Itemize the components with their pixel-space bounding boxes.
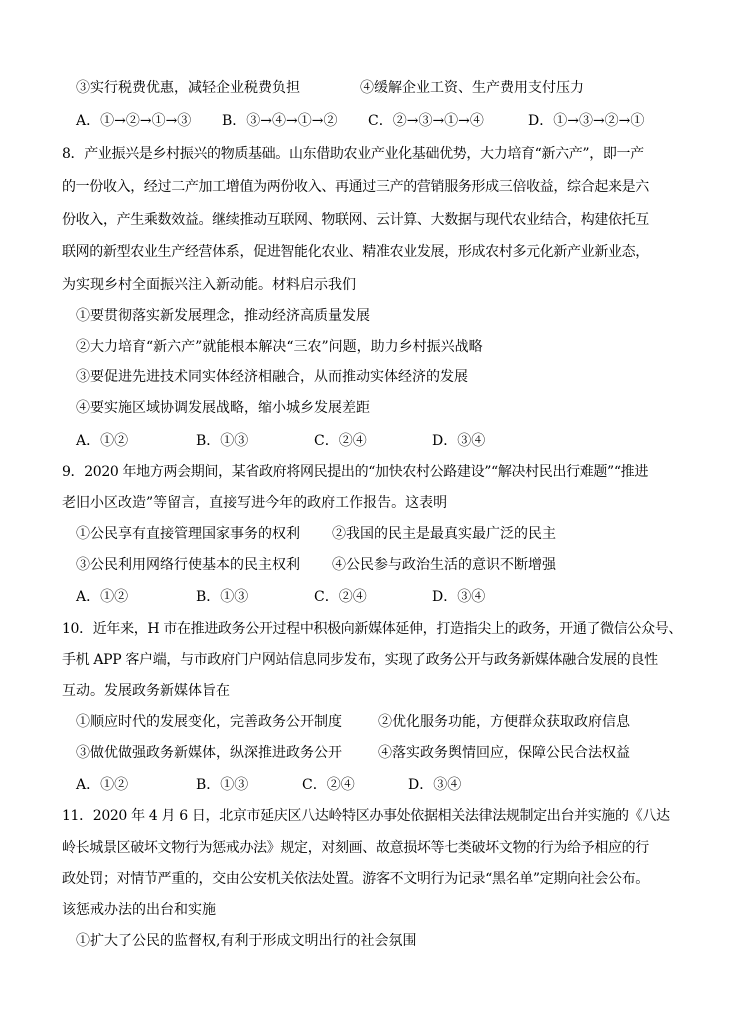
q10-stem-line-1: 10．近年来，H 市在推进政务公开过程中积极向新媒体延伸，打造指尖上的政务，开通了微信公众号、: [62, 621, 683, 637]
q7-option-c: C．②→③→①→④: [368, 113, 484, 129]
q8-option-b: B．①③: [196, 433, 249, 449]
q10-item-3: ③做优做强政务新媒体，纵深推进政务公开: [76, 745, 342, 761]
q9-item-3: ③公民利用网络行使基本的民主权利: [76, 557, 300, 573]
q10-option-c: C．②④: [302, 777, 355, 793]
q10-item-2: ②优化服务功能，方便群众获取政府信息: [378, 714, 630, 730]
q9-option-c: C．②④: [314, 589, 367, 605]
q8-stem-line-4: 联网的新型农业生产经营体系，促进智能化农业、精准农业发展，形成农村多元化新产业新业态，: [62, 244, 649, 260]
q8-option-a: A．①②: [76, 433, 129, 449]
q8-stem-line-1: 8．产业振兴是乡村振兴的物质基础。山东借助农业产业化基础优势，大力培育“新六产”，即一产: [62, 146, 644, 162]
q9-item-2: ②我国的民主是最真实最广泛的民主: [332, 526, 556, 542]
q11-stem-line-3: 政处罚；对情节严重的，交由公安机关依法处置。游客不文明行为记录“黑名单”定期向社会公布。: [62, 871, 649, 887]
q10-option-d: D．③④: [408, 777, 462, 793]
q11-stem-line-4: 该惩戒办法的出台和实施: [62, 902, 216, 918]
q11-stem-line-1: 11．2020 年 4 月 6 日，北京市延庆区八达岭特区办事处依据相关法律法规制定出台并实施的《八达: [62, 808, 670, 824]
q7-option-a: A．①→②→①→③: [76, 113, 192, 129]
q8-item-1: ①要贯彻落实新发展理念，推动经济高质量发展: [76, 308, 370, 324]
q7-option-b: B．③→④→①→②: [222, 113, 338, 129]
q8-stem-line-3: 份收入，产生乘数效益。继续推动互联网、物联网、云计算、大数据与现代农业结合，构建依托互: [62, 212, 649, 228]
q9-stem-line-2: 老旧小区改造”等留言，直接写进今年的政府工作报告。这表明: [62, 495, 448, 511]
q8-option-d: D．③④: [432, 433, 486, 449]
q10-stem-line-2: 手机 APP 客户端，与市政府门户网站信息同步发布，实现了政务公开与政务新媒体融合发展的良性: [62, 652, 658, 668]
q10-item-1: ①顺应时代的发展变化，完善政务公开制度: [76, 714, 342, 730]
q8-item-2: ②大力培育“新六产”就能根本解决“三农”问题，助力乡村振兴战略: [76, 339, 483, 355]
q8-option-c: C．②④: [314, 433, 367, 449]
q10-option-b: B．①③: [196, 777, 249, 793]
q11-item-1: ①扩大了公民的监督权,有利于形成文明出行的社会氛围: [76, 933, 417, 949]
q8-stem-line-5: 为实现乡村全面振兴注入新动能。材料启示我们: [62, 277, 356, 293]
q9-item-4: ④公民参与政治生活的意识不断增强: [332, 557, 556, 573]
q8-item-3: ③要促进先进技术同实体经济相融合，从而推动实体经济的发展: [76, 369, 468, 385]
q11-stem-line-2: 岭长城景区破坏文物行为惩戒办法》规定，对刻画、故意损坏等七类破坏文物的行为给予相应的行: [62, 840, 649, 856]
q9-stem-line-1: 9．2020 年地方两会期间，某省政府将网民提出的“加快农村公路建设”“解决村民出行难题”“推进: [62, 464, 648, 480]
q10-option-a: A．①②: [76, 777, 129, 793]
q9-option-a: A．①②: [76, 589, 129, 605]
q9-option-b: B．①③: [196, 589, 249, 605]
q9-item-1: ①公民享有直接管理国家事务的权利: [76, 526, 300, 542]
q10-item-4: ④落实政务舆情回应，保障公民合法权益: [378, 745, 630, 761]
q7-item-4: ④缓解企业工资、生产费用支付压力: [360, 80, 584, 96]
q7-item-3: ③实行税费优惠，减轻企业税费负担: [76, 80, 300, 96]
q9-option-d: D．③④: [432, 589, 486, 605]
q10-stem-line-3: 互动。发展政务新媒体旨在: [62, 683, 230, 699]
q8-item-4: ④要实施区域协调发展战略，缩小城乡发展差距: [76, 400, 370, 416]
q7-option-d: D．①→③→②→①: [528, 113, 645, 129]
q8-stem-line-2: 的一份收入，经过二产加工增值为两份收入、再通过三产的营销服务形成三倍收益，综合起来是六: [62, 179, 649, 195]
